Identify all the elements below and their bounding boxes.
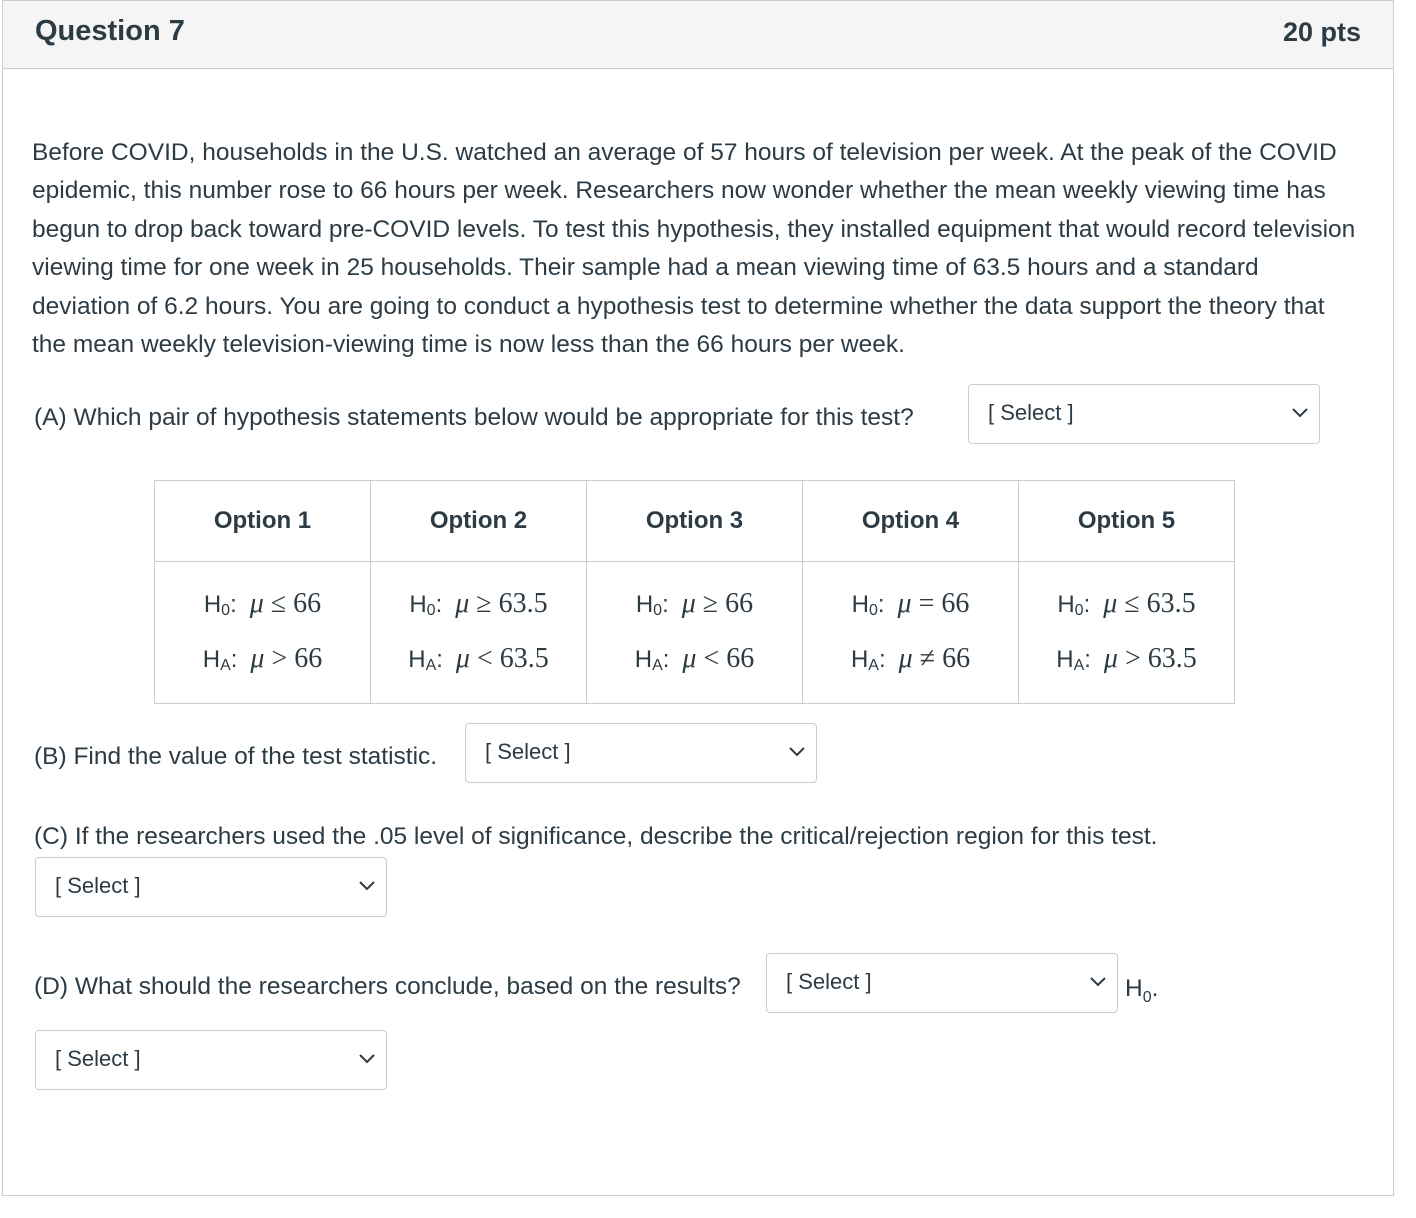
option-cell-4 [803, 562, 1019, 704]
part-d-select[interactable] [766, 953, 1118, 1013]
hypothesis-options-table [154, 480, 1235, 704]
question-header [3, 1, 1393, 69]
part-a-select[interactable] [968, 384, 1320, 444]
options-hypotheses-row [155, 562, 1235, 704]
option-header-5: Option 5 [1019, 481, 1235, 562]
options-header-row [155, 481, 1235, 562]
part-e-select-value: [ Select ] [55, 1046, 141, 1071]
chevron-down-icon [358, 1053, 376, 1065]
question-title: Question 7 [35, 15, 185, 47]
option-cell-3 [587, 562, 803, 704]
chevron-down-icon [788, 746, 806, 758]
option-cell-5 [1019, 562, 1235, 704]
chevron-down-icon [358, 880, 376, 892]
option-header-1: Option 1 [155, 481, 371, 562]
null-hypothesis: $H_0$: μ ≤ 66 [203, 588, 322, 619]
part-d-select-value: [ Select ] [786, 969, 872, 994]
alternative-hypothesis: $H_A$: μ ≠ 66 [850, 643, 971, 674]
question-points: 20 pts [1282, 17, 1361, 47]
chevron-down-icon [1291, 407, 1309, 419]
null-hypothesis: $H_0$: μ ≤ 63.5 [1057, 588, 1196, 619]
part-a-select-value: [ Select ] [988, 400, 1074, 425]
part-c-select[interactable] [35, 857, 387, 917]
alternative-hypothesis: $H_A$: μ < 63.5 [408, 643, 549, 674]
part-d-suffix: $H_0$. [1125, 975, 1159, 1006]
null-hypothesis: $H_0$: μ ≥ 63.5 [409, 588, 548, 619]
alternative-hypothesis: $H_A$: μ > 66 [202, 643, 323, 674]
alternative-hypothesis: $H_A$: μ < 66 [634, 643, 755, 674]
alternative-hypothesis: $H_A$: μ > 63.5 [1056, 643, 1197, 674]
option-cell-2 [371, 562, 587, 704]
part-c-prompt: (C) If the researchers used the .05 level of significance, describe the critical/rejection region for this test. [34, 823, 1158, 850]
option-header-2: Option 2 [371, 481, 587, 562]
null-hypothesis: $H_0$: μ = 66 [851, 588, 970, 619]
chevron-down-icon [1089, 976, 1107, 988]
part-b-select[interactable] [465, 723, 817, 783]
part-a-prompt: (A) Which pair of hypothesis statements below would be appropriate for this test? [34, 404, 914, 431]
part-b-select-value: [ Select ] [485, 739, 571, 764]
null-hypothesis: $H_0$: μ ≥ 66 [635, 588, 754, 619]
option-cell-1 [155, 562, 371, 704]
part-d-prompt: (D) What should the researchers conclude, based on the results? [34, 973, 741, 1000]
option-header-3: Option 3 [587, 481, 803, 562]
question-text: Before COVID, households in the U.S. watched an average of 57 hours of television per week. At the peak of the COVID epidemic, this number rose to 66 hours per week. Researchers now wonder whether the mean weekly viewing time has begun to drop back toward pre-COVID levels. To test this hypothesis, they installed equipment that would record television viewing time for one week in 25 households. Their sample had a mean viewing time of 63.5 hours and a standard deviation of 6.2 hours. You are going to conduct a hypothesis test to determine whether the data support the theory that the mean weekly television-viewing time is now less than the 66 hours per week. [32, 139, 1356, 359]
option-header-4: Option 4 [803, 481, 1019, 562]
part-c-select-value: [ Select ] [55, 873, 141, 898]
part-e-select[interactable] [35, 1030, 387, 1090]
part-b-prompt: (B) Find the value of the test statistic. [34, 743, 438, 770]
